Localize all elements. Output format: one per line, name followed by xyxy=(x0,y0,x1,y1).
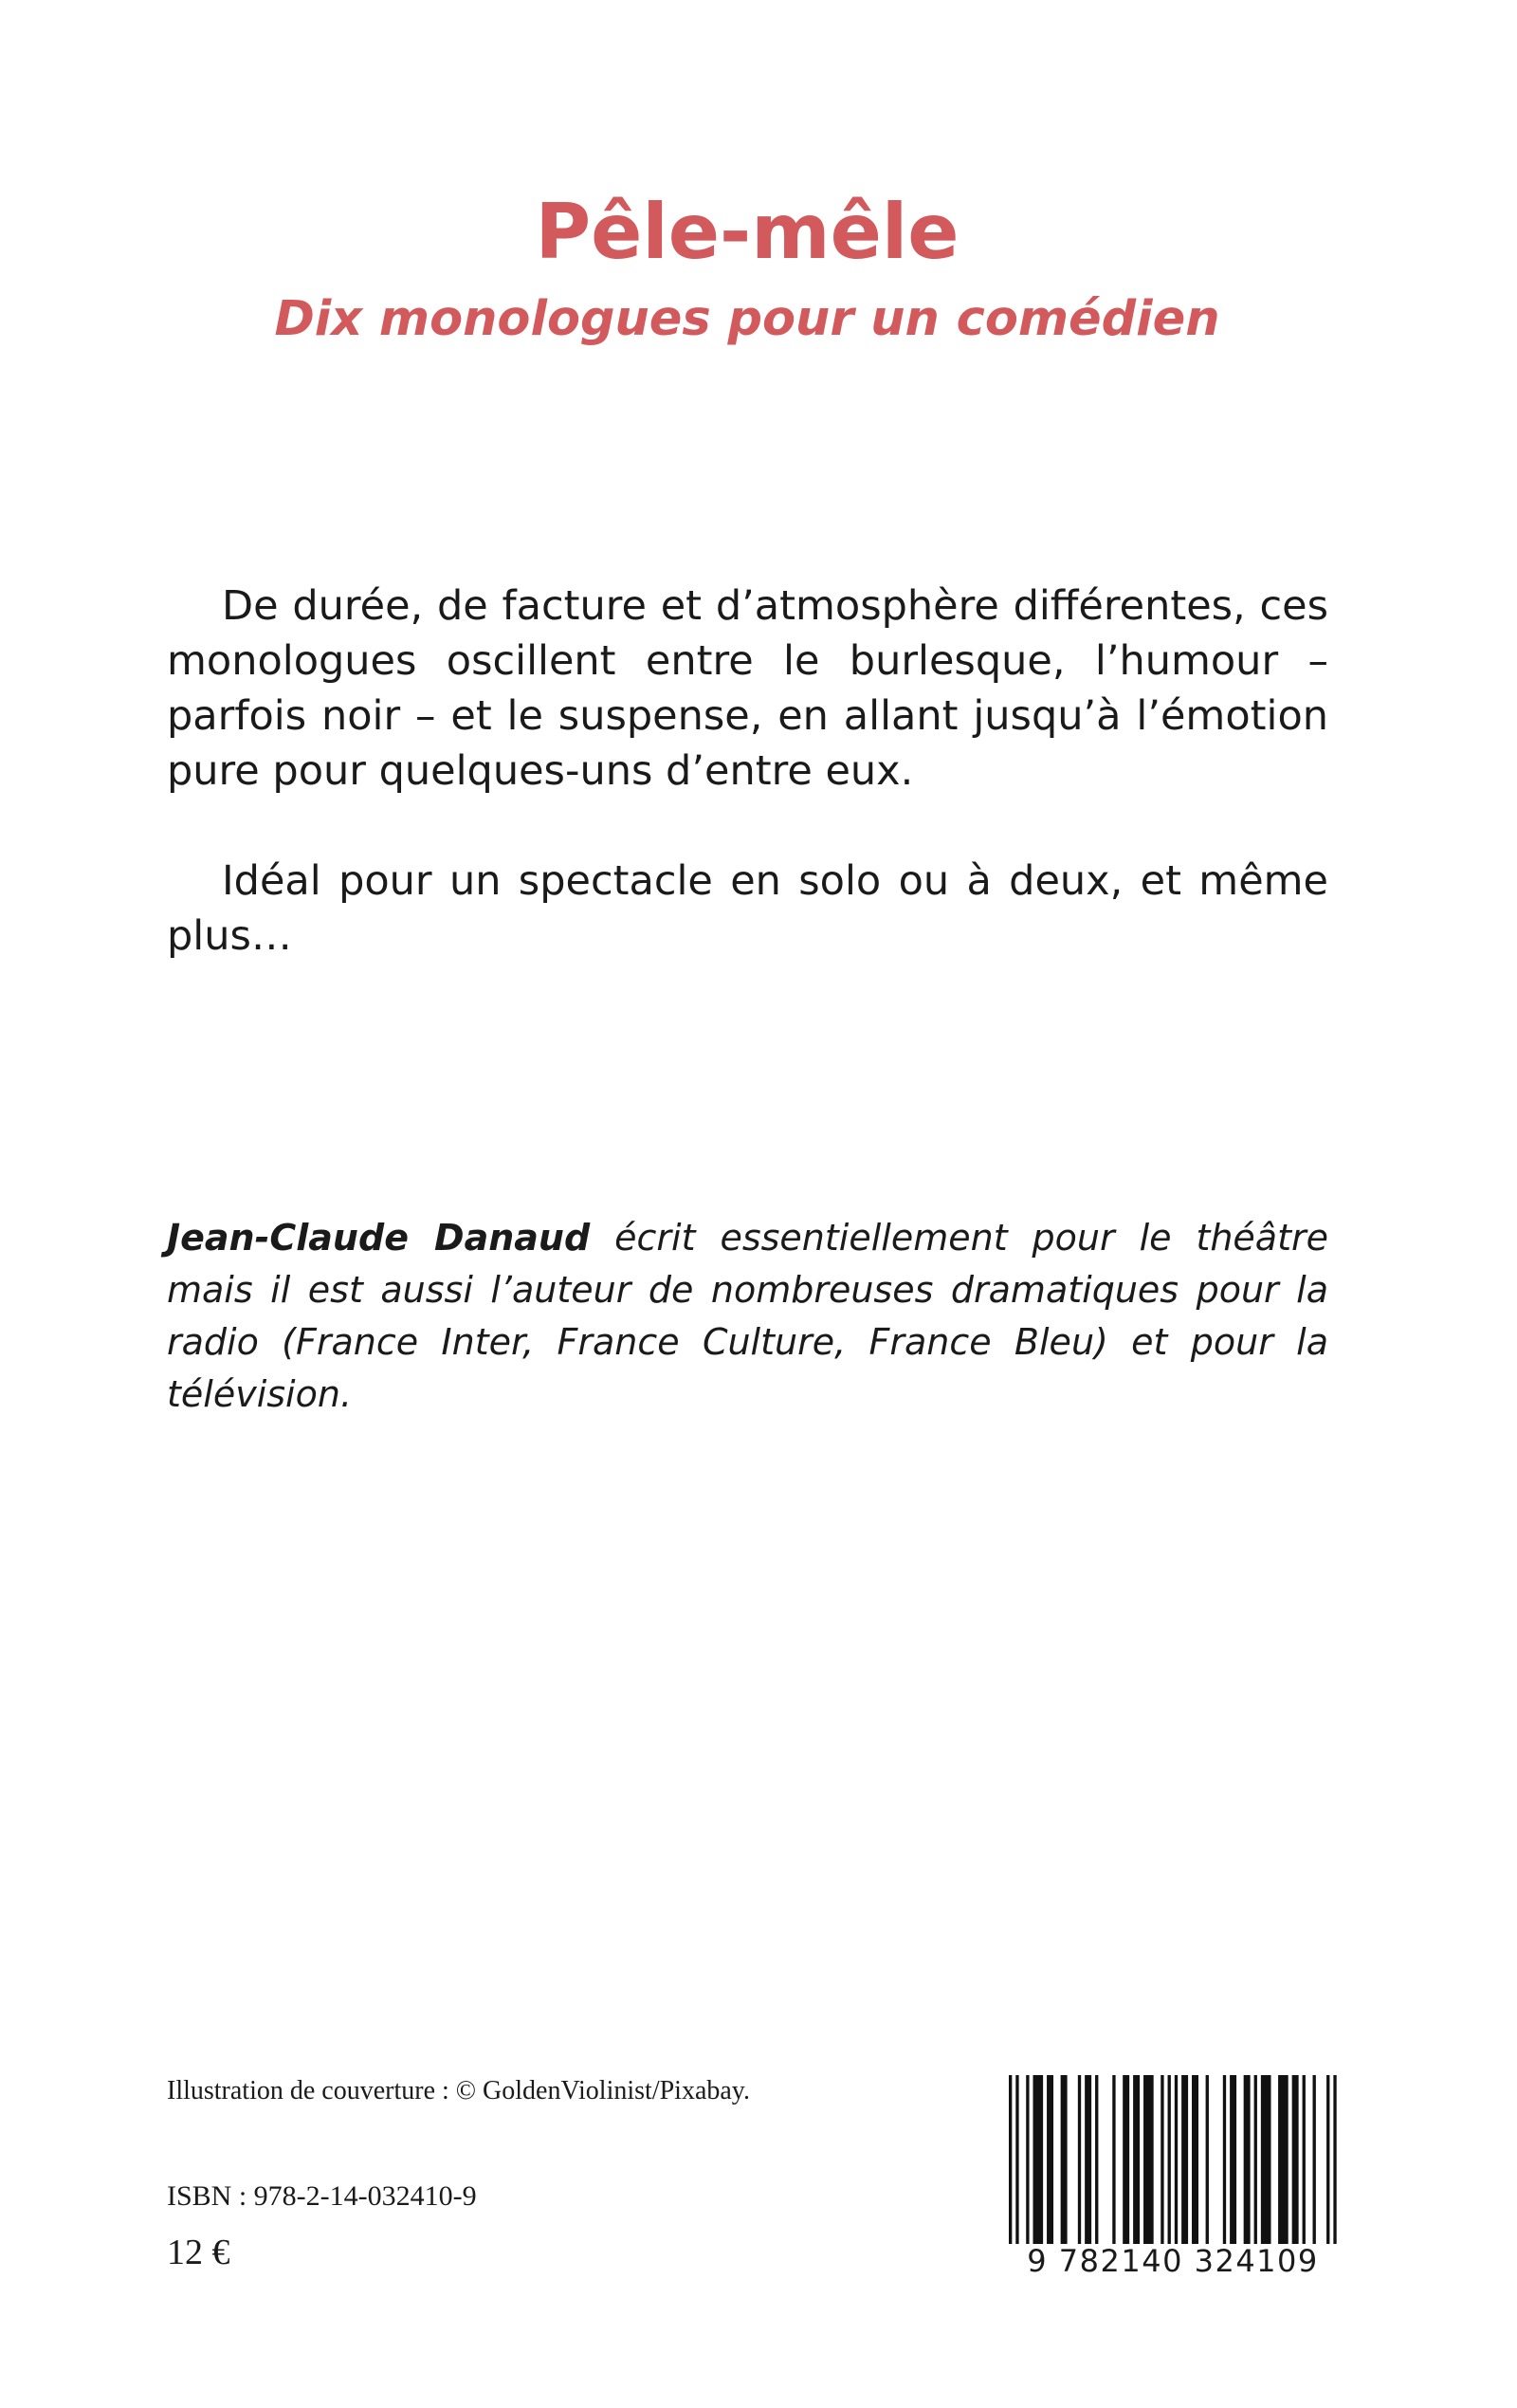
author-name: Jean-Claude Danaud xyxy=(167,1217,591,1259)
book-subtitle: Dix monologues pour un comédien xyxy=(274,291,1220,347)
barcode-bar xyxy=(1133,2075,1140,2244)
blurb-paragraph: Idéal pour un spectacle en solo ou à deux, et même plus… xyxy=(167,857,1328,960)
barcode-bar xyxy=(1175,2075,1178,2244)
barcode-bar xyxy=(1261,2075,1271,2244)
barcode-bar xyxy=(1254,2075,1257,2244)
book-title: Pêle-mêle xyxy=(535,188,960,276)
barcode-bar xyxy=(1303,2075,1306,2244)
barcode-bar xyxy=(1333,2075,1336,2244)
barcode-bar xyxy=(1292,2075,1299,2244)
barcode-bar xyxy=(1123,2075,1129,2244)
barcode-bar xyxy=(1230,2075,1236,2244)
barcode-bar xyxy=(1078,2075,1081,2244)
barcode-icon xyxy=(1009,2075,1337,2244)
barcode-bar xyxy=(1326,2075,1329,2244)
barcode-bar xyxy=(1026,2075,1029,2244)
barcode-bar xyxy=(1015,2075,1018,2244)
barcode-bar xyxy=(1206,2075,1209,2244)
barcode-bar xyxy=(1009,2075,1012,2244)
barcode-bar xyxy=(1143,2075,1154,2244)
blurb-paragraph: De durée, de facture et d’atmosphère différentes, ces monologues oscillent entre le burlesque, l’humour – parfois noir – et le suspense, en allant jusqu’à l’émotion pure pour quelques-uns d’entre eux. xyxy=(167,582,1328,795)
barcode-bar xyxy=(1168,2075,1171,2244)
illustration-credit: Illustration de couverture : © GoldenViolinist/Pixabay. xyxy=(167,2076,750,2105)
author-bio xyxy=(167,1212,1328,1421)
barcode-bar xyxy=(1061,2075,1068,2244)
barcode-bar xyxy=(1161,2075,1163,2244)
barcode-bar xyxy=(1095,2075,1098,2244)
barcode-bar xyxy=(1244,2075,1251,2244)
barcode-bar xyxy=(1112,2075,1115,2244)
barcode-bar xyxy=(1313,2075,1316,2244)
barcode-bar xyxy=(1192,2075,1198,2244)
barcode-bars xyxy=(1009,2075,1337,2244)
back-cover-blurb xyxy=(167,579,1328,964)
author-bio-text: écrit essentiellement pour le théâtre mais il est aussi l’auteur de nombreuses dramatiques pour la radio (France Inter, France Culture, France Bleu) et pour la télévision. xyxy=(167,1217,1328,1415)
barcode-bar xyxy=(1181,2075,1188,2244)
isbn: ISBN : 978-2-14-032410-9 xyxy=(167,2180,477,2212)
barcode-bar xyxy=(1223,2075,1226,2244)
barcode-bar xyxy=(1278,2075,1289,2244)
barcode-number: 9 782140 324109 xyxy=(1027,2243,1319,2279)
barcode-bar xyxy=(1033,2075,1043,2244)
barcode-bar xyxy=(1047,2075,1053,2244)
price: 12 € xyxy=(167,2233,230,2272)
barcode-bar xyxy=(1085,2075,1091,2244)
